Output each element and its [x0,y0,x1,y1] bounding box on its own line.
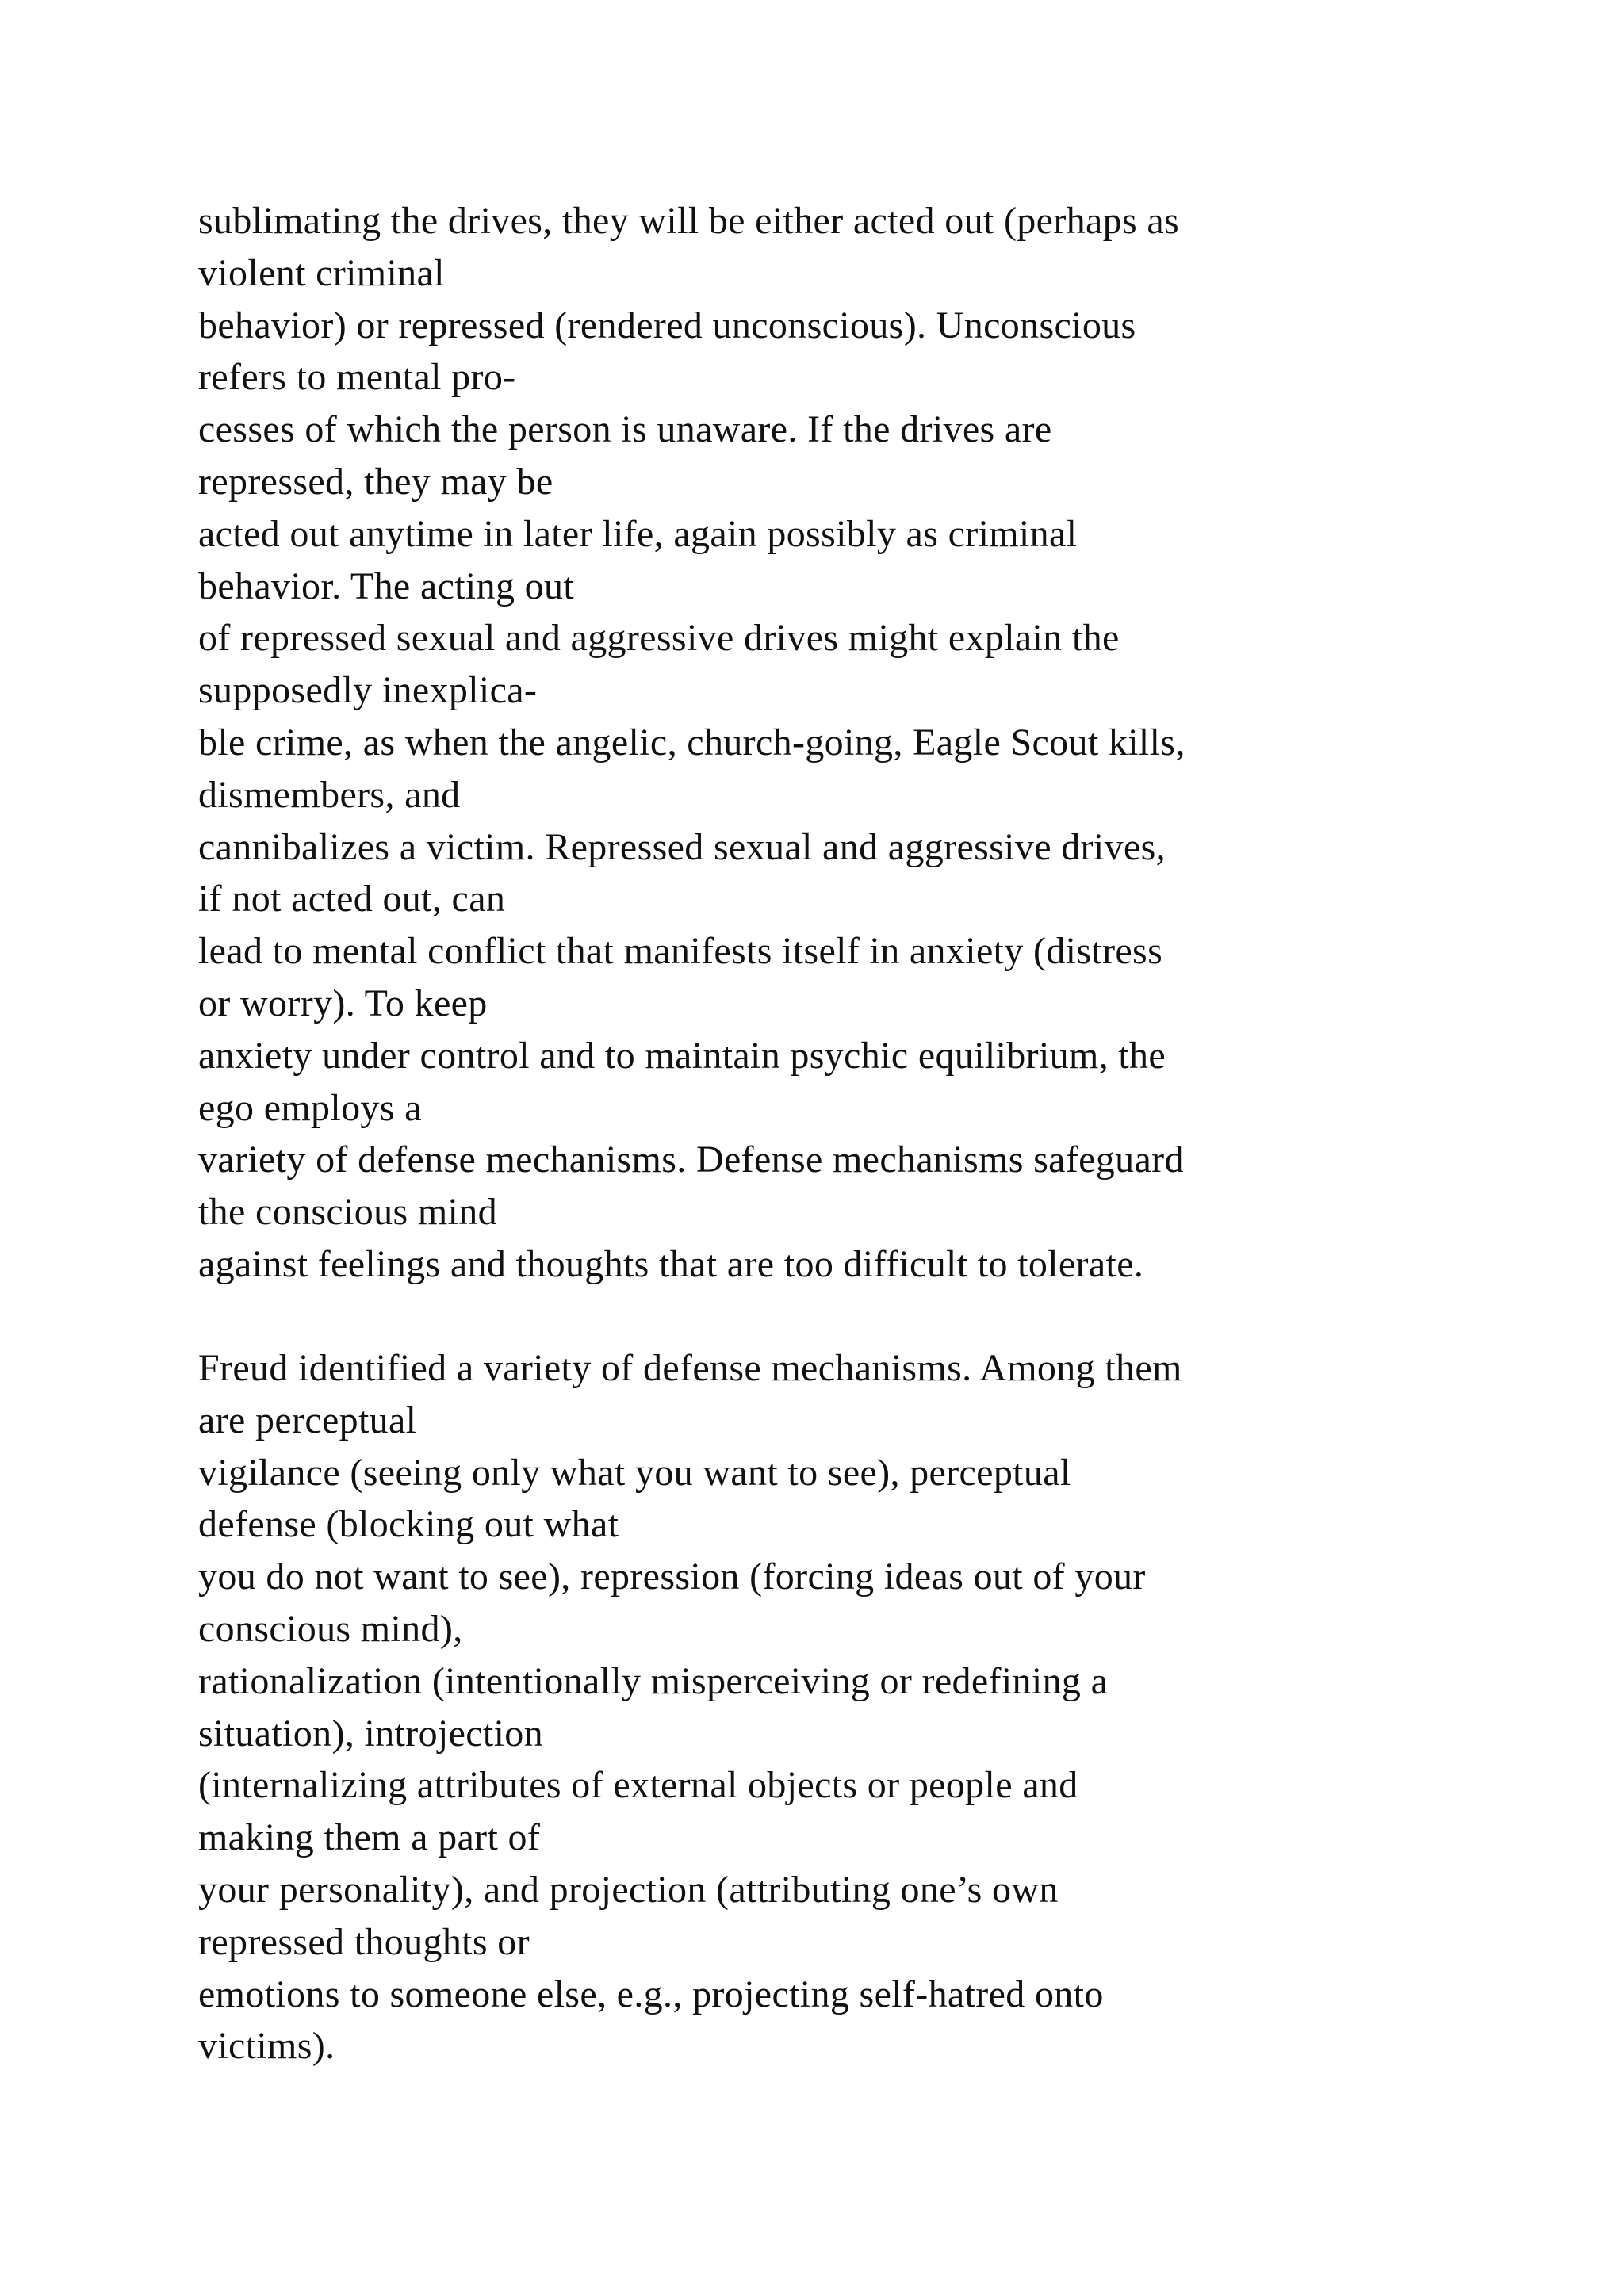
text-line: or worry). To keep [198,982,488,1024]
text-line: variety of defense mechanisms. Defense mechanisms safeguard [198,1138,1184,1181]
text-line: the conscious mind [198,1191,497,1234]
text-line: (internalizing attributes of external objects or people and [198,1764,1078,1807]
text-line: conscious mind), [198,1607,463,1650]
text-line: if not acted out, can [198,878,506,920]
text-line: behavior. The acting out [198,564,575,607]
text-line: violent criminal [198,251,445,294]
text-line: rationalization (intentionally misperceiving or redefining a [198,1659,1109,1702]
text-line: supposedly inexplica- [198,669,538,712]
text-line: situation), introjection [198,1712,543,1755]
text-line: sublimating the drives, they will be either acted out (perhaps as [198,200,1180,242]
text-line: victims). [198,2025,335,2068]
text-line: cannibalizes a victim. Repressed sexual and aggressive drives, [198,825,1166,868]
text-line: Freud identified a variety of defense mechanisms. Among them [198,1347,1182,1389]
text-line: against feelings and thoughts that are too difficult to tolerate. [198,1242,1144,1285]
text-line: cesses of which the person is unaware. If the drives are [198,408,1052,451]
text-line: acted out anytime in later life, again possibly as criminal [198,512,1078,555]
text-line: behavior) or repressed (rendered unconscious). Unconscious [198,304,1136,346]
paragraph-2 [198,1342,1562,2072]
text-line: anxiety under control and to maintain psychic equilibrium, the [198,1034,1166,1077]
paragraph-1 [198,195,1562,1291]
text-line: dismembers, and [198,773,461,816]
text-line: you do not want to see), repression (forcing ideas out of your [198,1556,1146,1598]
text-line: vigilance (seeing only what you want to see), perceptual [198,1451,1071,1494]
text-line: emotions to someone else, e.g., projecting self-hatred onto [198,1973,1104,2015]
text-line: ble crime, as when the angelic, church-going, Eagle Scout kills, [198,721,1185,763]
text-line: making them a part of [198,1816,541,1859]
text-line: your personality), and projection (attributing one’s own [198,1868,1059,1911]
text-line: are perceptual [198,1399,417,1441]
text-line: ego employs a [198,1086,422,1129]
text-line: repressed thoughts or [198,1920,530,1963]
text-line: lead to mental conflict that manifests itself in anxiety (distress [198,930,1163,973]
text-line: defense (blocking out what [198,1503,619,1546]
text-line: refers to mental pro- [198,356,516,399]
text-line: repressed, they may be [198,460,553,503]
text-line: of repressed sexual and aggressive drives might explain the [198,617,1120,660]
